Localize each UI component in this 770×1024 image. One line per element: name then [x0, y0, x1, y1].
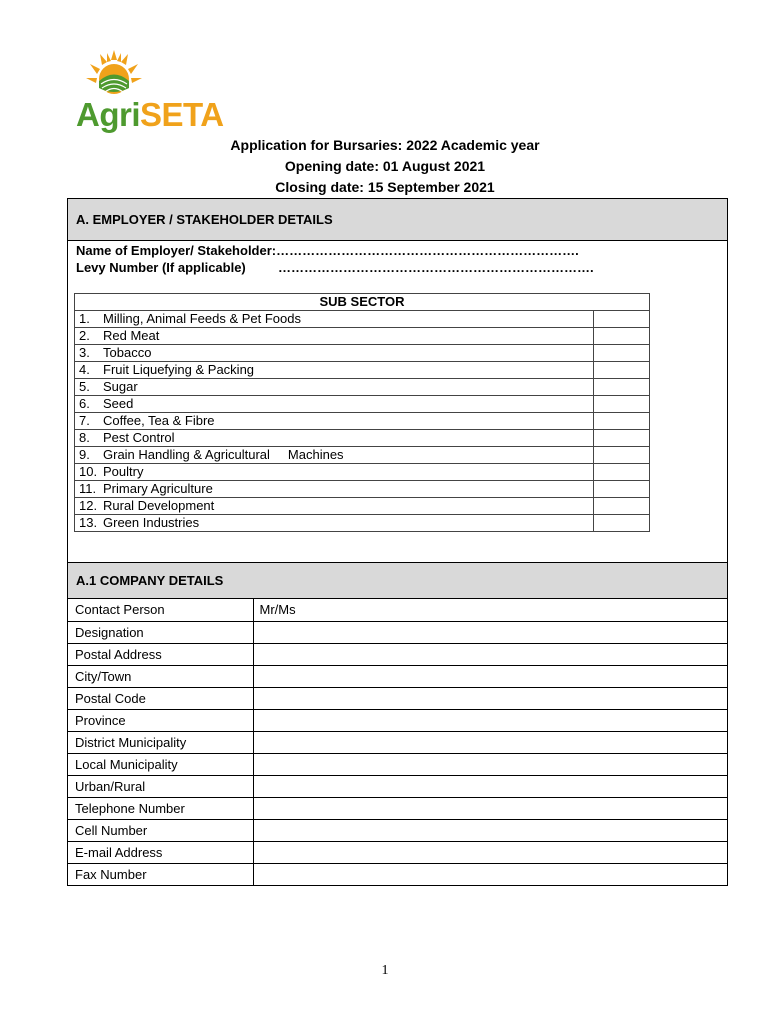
sub-sector-text: Red Meat: [103, 328, 160, 343]
company-row: [68, 665, 727, 687]
sub-sector-number: 8.: [79, 430, 90, 445]
sub-sector-checkbox[interactable]: [594, 396, 650, 413]
company-field-input[interactable]: [253, 863, 727, 885]
sub-sector-text: Primary Agriculture: [103, 481, 213, 496]
company-row: [68, 841, 727, 863]
company-field-label: Local Municipality: [68, 753, 253, 775]
sub-sector-label: [75, 396, 594, 413]
sub-sector-checkbox[interactable]: [594, 498, 650, 515]
company-row: [68, 797, 727, 819]
sub-sector-number: 5.: [79, 379, 90, 394]
sub-sector-checkbox[interactable]: [594, 345, 650, 362]
company-row: [68, 731, 727, 753]
sub-sector-checkbox[interactable]: [594, 430, 650, 447]
company-row: [68, 753, 727, 775]
sub-sector-row: [75, 430, 650, 447]
sub-sector-number: 2.: [79, 328, 90, 343]
sub-sector-text: Poultry: [103, 464, 144, 479]
company-field-label: Postal Code: [68, 687, 253, 709]
sub-sector-label: [75, 311, 594, 328]
company-field-label: Urban/Rural: [68, 775, 253, 797]
company-field-input[interactable]: [253, 643, 727, 665]
company-field-label: Cell Number: [68, 819, 253, 841]
sub-sector-checkbox[interactable]: [594, 362, 650, 379]
sub-sector-number: 11.: [79, 481, 97, 496]
closing-date: Closing date: 15 September 2021: [275, 179, 495, 195]
sub-sector-checkbox[interactable]: [594, 328, 650, 345]
employer-section-title: A. EMPLOYER / STAKEHOLDER DETAILS: [68, 199, 727, 241]
sub-sector-text: Tobacco: [103, 345, 152, 360]
company-field-label: Postal Address: [68, 643, 253, 665]
company-field-input[interactable]: [253, 709, 727, 731]
company-field-input[interactable]: [253, 665, 727, 687]
logo-agri-text: Agri: [76, 96, 140, 133]
sub-sector-number: 4.: [79, 362, 90, 377]
levy-number-label: Levy Number (If applicable): [76, 260, 246, 275]
sub-sector-number: 1.: [79, 311, 90, 326]
sub-sector-row: [75, 515, 650, 532]
opening-date: Opening date: 01 August 2021: [284, 158, 486, 174]
company-field-label: Telephone Number: [68, 797, 253, 819]
company-field-input[interactable]: [253, 797, 727, 819]
page-number: 1: [381, 963, 389, 978]
sub-sector-number: 13.: [79, 515, 98, 530]
sub-sector-row: [75, 413, 650, 430]
sub-sector-label: [75, 345, 594, 362]
sub-sector-checkbox[interactable]: [594, 464, 650, 481]
sub-sector-row: [75, 379, 650, 396]
company-field-label: Designation: [68, 621, 253, 643]
sub-sector-row: [75, 311, 650, 328]
sub-sector-label: [75, 498, 594, 515]
sub-sector-checkbox[interactable]: [594, 447, 650, 464]
sub-sector-text: Rural Development: [103, 498, 215, 513]
company-field-input[interactable]: [253, 753, 727, 775]
sub-sector-text: Green Industries: [103, 515, 200, 530]
sub-sector-checkbox[interactable]: [594, 311, 650, 328]
sub-sector-text: Milling, Animal Feeds & Pet Foods: [103, 311, 301, 326]
sub-sector-text: Pest Control: [103, 430, 175, 445]
company-field-label: Fax Number: [68, 863, 253, 885]
sub-sector-text: Seed: [103, 396, 134, 411]
sub-sector-checkbox[interactable]: [594, 379, 650, 396]
company-field-input[interactable]: [253, 621, 727, 643]
sub-sector-label: [75, 464, 594, 481]
sub-sector-row: [75, 464, 650, 481]
sub-sector-row: [75, 328, 650, 345]
sub-sector-number: 6.: [79, 396, 90, 411]
company-field-label: E-mail Address: [68, 841, 253, 863]
sub-sector-label: [75, 481, 594, 498]
company-field-input[interactable]: [253, 687, 727, 709]
company-row: [68, 819, 727, 841]
company-field-input[interactable]: [253, 775, 727, 797]
company-field-label: City/Town: [68, 665, 253, 687]
company-row: [68, 643, 727, 665]
company-details-table: [68, 599, 727, 885]
sub-sector-row: [75, 481, 650, 498]
logo-seta-text: SETA: [140, 96, 224, 133]
company-field-input[interactable]: [253, 819, 727, 841]
company-row: [68, 621, 727, 643]
company-field-label: District Municipality: [68, 731, 253, 753]
sub-sector-checkbox[interactable]: [594, 481, 650, 498]
sub-sector-label: [75, 362, 594, 379]
agriseta-logo: [74, 48, 234, 134]
logo-wordmark: [76, 96, 224, 134]
company-row: [68, 599, 727, 621]
sub-sector-text: Coffee, Tea & Fibre: [103, 413, 215, 428]
company-details-section: [67, 563, 728, 886]
sub-sector-number: 3.: [79, 345, 90, 360]
sub-sector-text: Sugar: [103, 379, 138, 394]
company-details-title: A.1 COMPANY DETAILS: [68, 563, 727, 599]
sub-sector-row: [75, 498, 650, 515]
sub-sector-label: [75, 515, 594, 532]
sub-sector-text-extra: Machines: [287, 447, 344, 462]
company-field-label: Province: [68, 709, 253, 731]
sub-sector-title: SUB SECTOR: [75, 294, 650, 311]
sub-sector-checkbox[interactable]: [594, 413, 650, 430]
company-row: [68, 863, 727, 885]
sub-sector-label: [75, 447, 594, 464]
sub-sector-row: [75, 345, 650, 362]
sub-sector-number: 12.: [79, 498, 98, 513]
sub-sector-number: 7.: [79, 413, 90, 428]
sub-sector-number: 9.: [79, 447, 90, 462]
sub-sector-label: [75, 413, 594, 430]
sub-sector-table: [74, 293, 650, 532]
employer-section: [67, 198, 728, 563]
title-line: Application for Bursaries: 2022 Academic year: [230, 137, 540, 153]
company-field-label: Contact Person: [68, 599, 253, 621]
sun-field-icon: [74, 48, 154, 98]
sub-sector-label: [75, 379, 594, 396]
company-field-input[interactable]: Mr/Ms: [253, 599, 727, 621]
company-field-input[interactable]: [253, 841, 727, 863]
sub-sector-label: [75, 328, 594, 345]
sub-sector-row: [75, 396, 650, 413]
company-row: [68, 775, 727, 797]
sub-sector-row: [75, 447, 650, 464]
company-row: [68, 687, 727, 709]
company-field-input[interactable]: [253, 731, 727, 753]
sub-sector-checkbox[interactable]: [594, 515, 650, 532]
sub-sector-text: Grain Handling & Agricultural: [103, 447, 270, 462]
sub-sector-number: 10.: [79, 464, 98, 479]
levy-number-field[interactable]: ……………………………………………………………….: [278, 260, 594, 275]
sub-sector-label: [75, 430, 594, 447]
employer-name-field[interactable]: Name of Employer/ Stakeholder:…………………………………………………………….: [76, 243, 579, 258]
sub-sector-row: [75, 362, 650, 379]
sub-sector-text: Fruit Liquefying & Packing: [103, 362, 255, 377]
company-row: [68, 709, 727, 731]
